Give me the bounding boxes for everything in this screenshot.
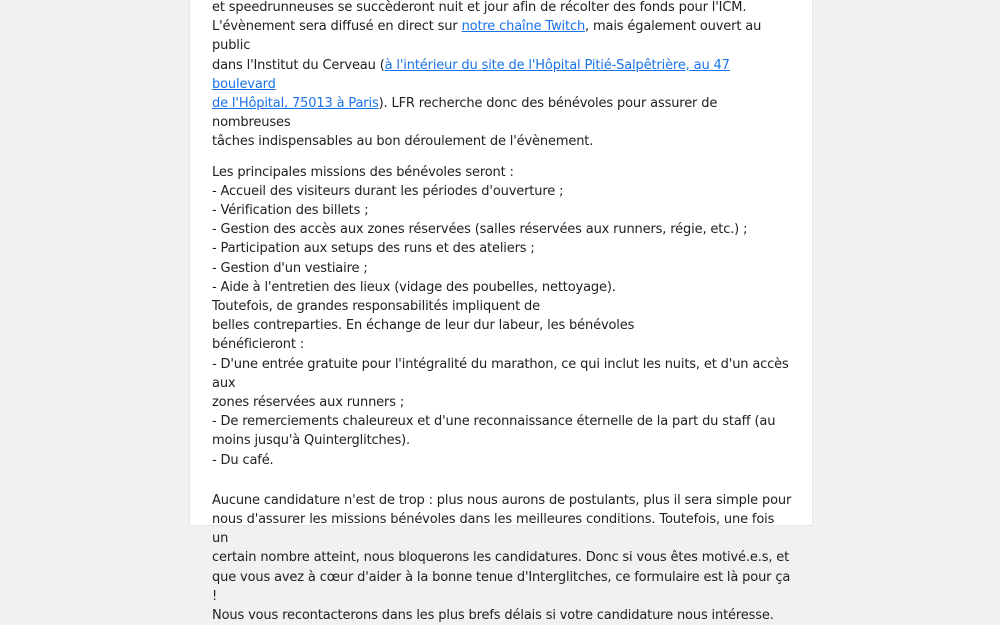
paragraph-gap — [212, 470, 792, 491]
closing-line: nous d'assurer les missions bénévoles dans les meilleures conditions. Toutefois, une fois un — [212, 512, 775, 547]
closing-line: que vous avez à cœur d'aider à la bonne tenue d'Interglitches, ce formulaire est là pour ça ! — [212, 569, 791, 604]
rewards-intro-line: Toutefois, de grandes responsabilités impliquent de — [212, 299, 540, 315]
intro-text: ). LFR recherche donc des bénévoles pour assurer de nombreuses — [212, 96, 718, 131]
intro-text: , mais également ouvert au public — [212, 19, 762, 54]
intro-line-3 — [212, 56, 792, 94]
closing-line: Nous vous recontacterons dans les plus brefs délais si votre candidature nous intéresse. — [212, 608, 774, 624]
reward-item: - Du café. — [212, 452, 274, 468]
intro-line-5: tâches indispensables au bon déroulement de l'évènement. — [212, 134, 594, 150]
mission-item: - Accueil des visiteurs durant les périodes d'ouverture ; — [212, 183, 564, 199]
intro-text: L'évènement sera diffusé en direct sur — [212, 19, 462, 35]
address-link-continued[interactable]: de l'Hôpital, 75013 à Paris — [212, 96, 379, 112]
address-link[interactable]: à l'intérieur du site de l'Hôpital Pitié-Salpêtrière, au 47 boulevard — [212, 57, 730, 92]
intro-line-2 — [212, 17, 792, 55]
reward-item: - De remerciements chaleureux et d'une reconnaissance éternelle de la part du staff (au — [212, 414, 776, 430]
mission-item: - Vérification des billets ; — [212, 203, 369, 219]
intro-line-1: et speedrunneuses se succèderont nuit et jour afin de récolter des fonds pour l'ICM. — [212, 0, 747, 15]
intro-text: dans l'Institut du Cerveau ( — [212, 57, 385, 73]
form-description-card — [190, 0, 812, 624]
mission-item: - Aide à l'entretien des lieux (vidage des poubelles, nettoyage). — [212, 279, 616, 295]
closing-line: Aucune candidature n'est de trop : plus nous aurons de postulants, plus il sera simple pour — [212, 492, 792, 508]
twitch-channel-link[interactable]: notre chaîne Twitch — [461, 19, 586, 35]
closing-line: certain nombre atteint, nous bloquerons les candidatures. Donc si vous êtes motivé.e.s, et — [212, 550, 790, 566]
form-description-text — [212, 0, 792, 625]
reward-item: - D'une entrée gratuite pour l'intégralité du marathon, ce qui inclut les nuits, et d'un accès aux — [212, 356, 789, 391]
mission-item: - Gestion des accès aux zones réservées (salles réservées aux runners, régie, etc.) ; — [212, 222, 748, 238]
missions-heading: Les principales missions des bénévoles seront : — [212, 164, 514, 180]
mission-item: - Participation aux setups des runs et des ateliers ; — [212, 241, 535, 257]
rewards-intro-line: belles contreparties. En échange de leur dur labeur, les bénévoles — [212, 318, 635, 334]
paragraph-gap — [212, 152, 792, 163]
rewards-intro-line: bénéficieront : — [212, 337, 305, 353]
intro-line-4 — [212, 94, 792, 132]
mission-item: - Gestion d'un vestiaire ; — [212, 260, 368, 276]
reward-item-continued: zones réservées aux runners ; — [212, 395, 405, 411]
reward-item-continued: moins jusqu'à Quinterglitches). — [212, 433, 410, 449]
